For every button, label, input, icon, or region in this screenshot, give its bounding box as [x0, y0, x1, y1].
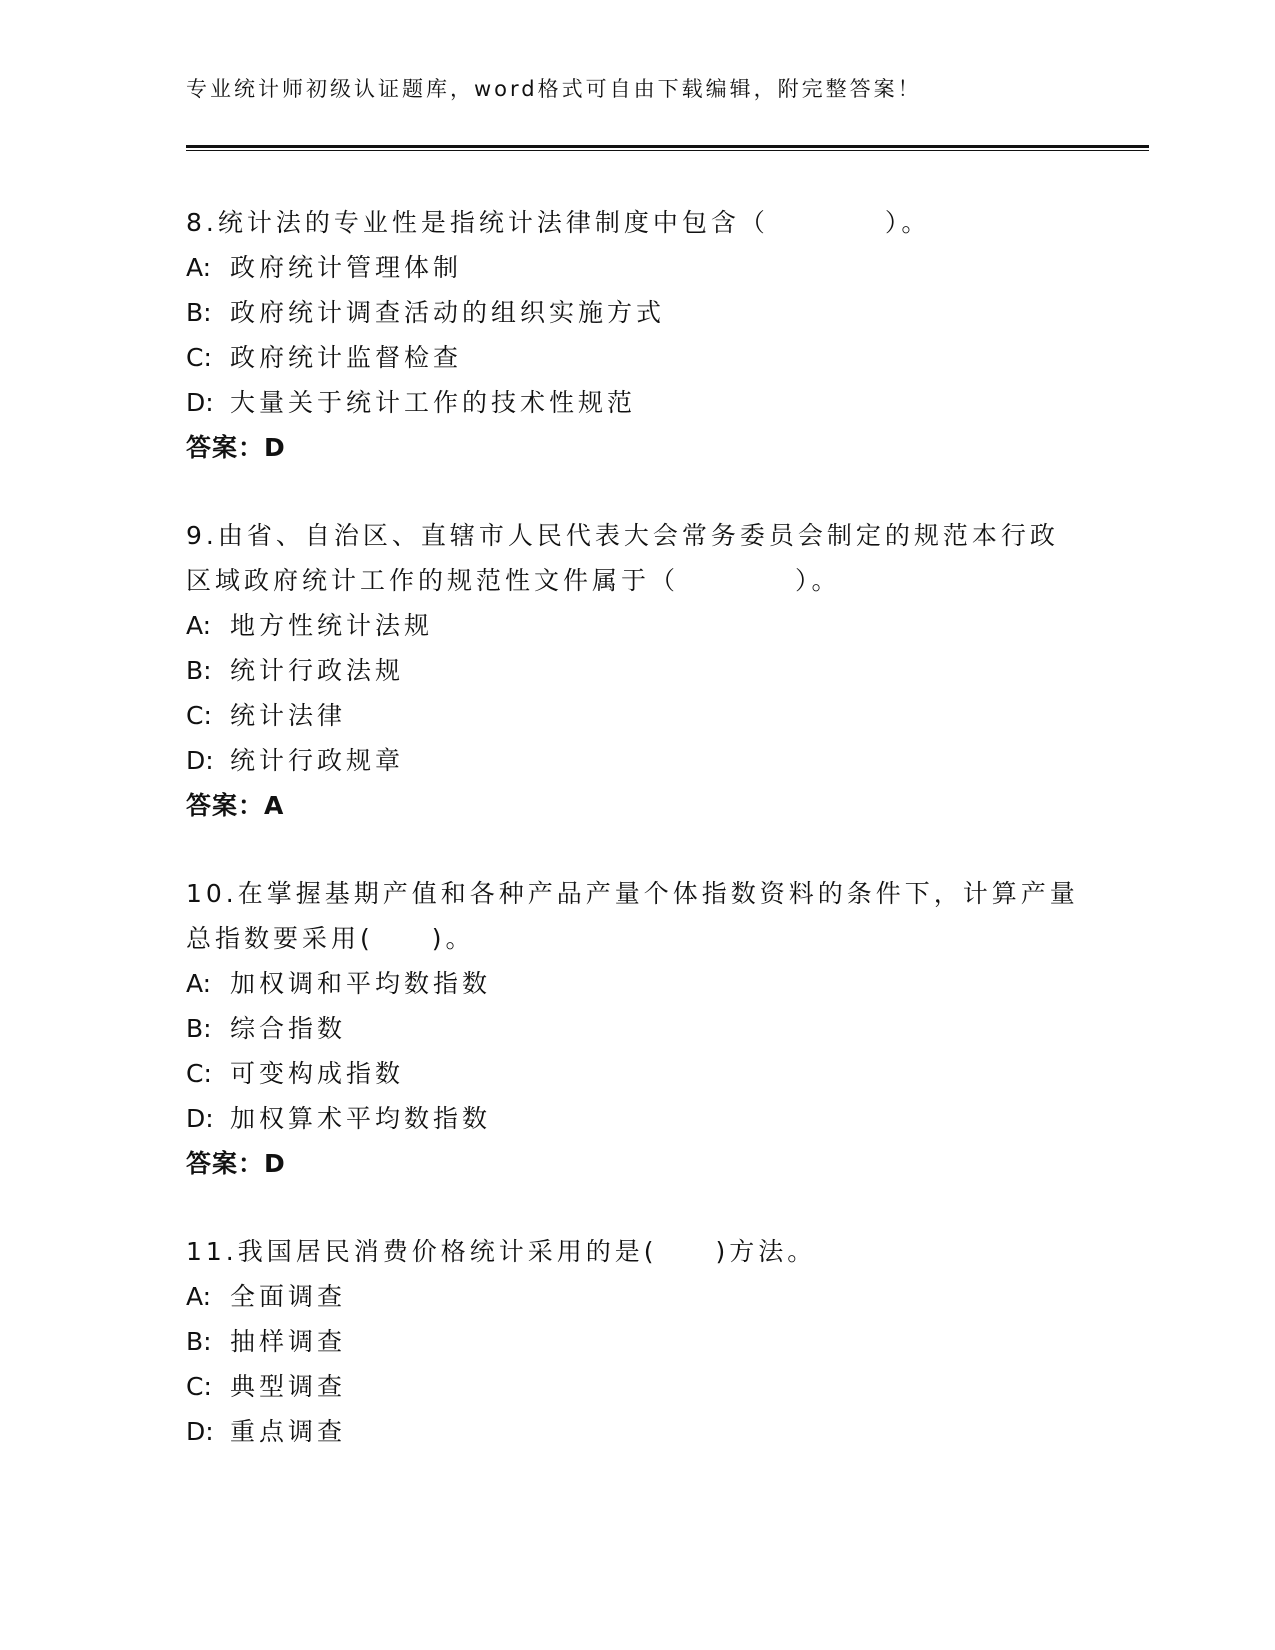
option-c — [186, 1364, 1086, 1409]
option-letter: B: — [186, 1327, 212, 1356]
option-letter: D: — [186, 1417, 214, 1446]
option-a — [186, 1274, 1086, 1319]
option-letter: A: — [186, 253, 212, 282]
option-letter: B: — [186, 1014, 212, 1043]
option-letter: B: — [186, 656, 212, 685]
option-d — [186, 1096, 1086, 1141]
option-letter: C: — [186, 1372, 212, 1401]
option-text: 典型调查 — [230, 1372, 347, 1401]
option-text: 抽样调查 — [230, 1327, 347, 1356]
question-stem: 8.统计法的专业性是指统计法律制度中包含（ ）。 — [186, 208, 931, 237]
option-a — [186, 245, 1086, 290]
header-rule-thick — [186, 145, 1149, 148]
option-letter: D: — [186, 1104, 214, 1133]
option-c — [186, 693, 1086, 738]
question-list — [186, 200, 1086, 1497]
option-text: 政府统计监督检查 — [230, 343, 463, 372]
option-text: 加权调和平均数指数 — [230, 969, 492, 998]
option-text: 加权算术平均数指数 — [230, 1104, 492, 1133]
option-d — [186, 1409, 1086, 1454]
option-text: 政府统计调查活动的组织实施方式 — [230, 298, 666, 327]
question-stem: 11.我国居民消费价格统计采用的是( )方法。 — [186, 1237, 817, 1266]
option-c — [186, 1051, 1086, 1096]
option-letter: C: — [186, 343, 212, 372]
option-letter: A: — [186, 969, 212, 998]
option-text: 统计行政规章 — [230, 746, 405, 775]
option-a — [186, 961, 1086, 1006]
answer-line: 答案：D — [186, 1149, 286, 1178]
option-text: 大量关于统计工作的技术性规范 — [230, 388, 637, 417]
option-letter: D: — [186, 746, 214, 775]
option-b — [186, 1319, 1086, 1364]
answer-line: 答案：D — [186, 433, 286, 462]
option-text: 统计法律 — [230, 701, 347, 730]
option-letter: A: — [186, 611, 212, 640]
option-b — [186, 1006, 1086, 1051]
option-d — [186, 738, 1086, 783]
question-8 — [186, 200, 1086, 470]
question-9 — [186, 513, 1086, 828]
option-d — [186, 380, 1086, 425]
option-b — [186, 290, 1086, 335]
option-text: 地方性统计法规 — [230, 611, 434, 640]
option-text: 重点调查 — [230, 1417, 347, 1446]
option-text: 综合指数 — [230, 1014, 347, 1043]
question-stem: 9.由省、自治区、直辖市人民代表大会常务委员会制定的规范本行政区域政府统计工作的规范性文件属于（ ）。 — [186, 521, 1059, 595]
option-letter: B: — [186, 298, 212, 327]
question-10 — [186, 871, 1086, 1186]
option-letter: A: — [186, 1282, 212, 1311]
option-letter: C: — [186, 701, 212, 730]
option-text: 统计行政法规 — [230, 656, 405, 685]
question-stem: 10.在掌握基期产值和各种产品产量个体指数资料的条件下，计算产量总指数要采用( )。 — [186, 879, 1079, 953]
option-text: 政府统计管理体制 — [230, 253, 463, 282]
option-b — [186, 648, 1086, 693]
header-rule-thin — [186, 150, 1149, 151]
page-header: 专业统计师初级认证题库，word格式可自由下载编辑，附完整答案！ — [186, 77, 922, 101]
option-a — [186, 603, 1086, 648]
option-letter: D: — [186, 388, 214, 417]
question-11 — [186, 1229, 1086, 1454]
answer-line: 答案：A — [186, 791, 285, 820]
option-c — [186, 335, 1086, 380]
option-text: 全面调查 — [230, 1282, 347, 1311]
option-text: 可变构成指数 — [230, 1059, 405, 1088]
option-letter: C: — [186, 1059, 212, 1088]
